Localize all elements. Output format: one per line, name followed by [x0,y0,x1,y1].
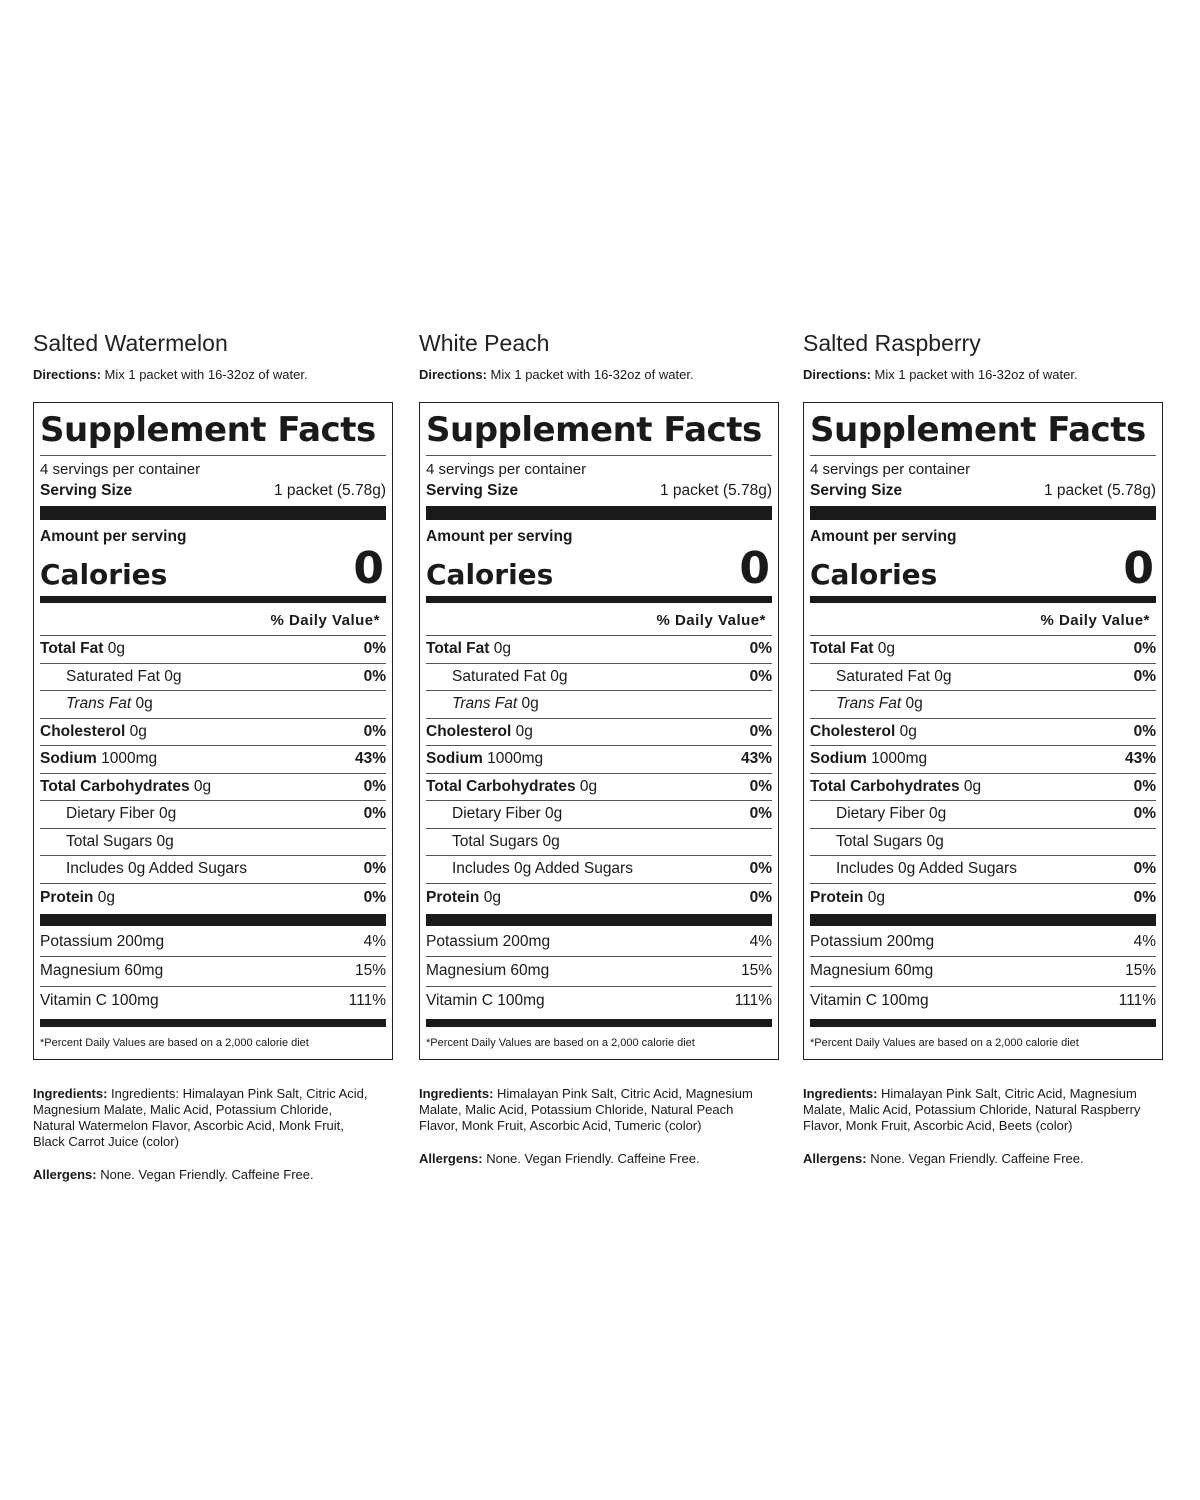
directions [803,366,1163,384]
serving-size-value: 1 packet (5.78g) [659,482,772,499]
daily-value: 0% [1133,667,1156,685]
nutrient-label: Dietary Fiber [836,805,925,823]
daily-value: 111% [734,991,772,1009]
nutrient-row [40,746,386,774]
nutrient-label: Protein [810,888,864,906]
ingredients [33,1086,373,1150]
daily-value: 111% [348,991,386,1009]
nutrient-name [810,750,927,768]
ingredients-label: Ingredients: [419,1086,494,1101]
nutrient-row [426,829,772,857]
nutrient-row [810,829,1156,857]
mineral-list [40,928,386,1016]
serving-size-label: Serving Size [810,482,903,499]
daily-value: 43% [1124,750,1156,768]
daily-value: 0% [749,888,772,906]
divider-thick [426,1019,772,1027]
nutrient-list [810,636,1156,912]
nutrient-row [40,829,386,857]
divider-thick [40,1019,386,1027]
footnote: *Percent Daily Values are based on a 2,000 calorie diet [810,1037,1079,1049]
nutrient-row [810,664,1156,692]
nutrient-row [40,801,386,829]
mineral-list [810,928,1156,1016]
nutrient-name [426,860,633,878]
nutrient-name [426,778,597,796]
product-column [33,326,393,1183]
nutrient-list [426,636,772,912]
nutrient-name [810,778,981,796]
daily-value: 43% [740,750,772,768]
calories-row [810,543,1156,594]
calories-label: Calories [810,558,938,591]
daily-value: 4% [749,932,772,950]
nutrient-row [426,884,772,912]
nutrient-amount: 0g [521,695,539,713]
serving-size-row [426,480,772,502]
calories-row [40,543,386,594]
directions-label: Directions: [803,367,871,382]
mineral-name: Vitamin C 100mg [810,991,929,1009]
panel-title: Supplement Facts [40,407,386,456]
divider-medium [810,596,1156,603]
mineral-row [810,957,1156,987]
ingredients [419,1086,759,1134]
nutrient-amount: 0g [193,777,212,795]
mineral-row [426,957,772,987]
mineral-name: Magnesium 60mg [810,962,934,980]
divider-thick [810,914,1156,926]
nutrient-row [40,691,386,719]
nutrient-label: Trans Fat [66,695,132,713]
daily-value-header: % Daily Value* [810,607,1156,636]
daily-value: 0% [749,667,772,685]
nutrient-amount: 0g [877,640,895,658]
nutrient-label: Total Sugars [452,832,539,850]
nutrient-row [426,664,772,692]
nutrient-row [40,884,386,912]
daily-value: 0% [363,860,386,878]
directions-text: Mix 1 packet with 16-32oz of water. [874,367,1078,382]
nutrient-row [810,884,1156,912]
nutrient-row [40,856,386,884]
daily-value: 0% [749,805,772,823]
mineral-row [40,928,386,958]
nutrient-label: Dietary Fiber [66,805,155,823]
nutrient-row [426,746,772,774]
allergens-text: None. Vegan Friendly. Caffeine Free. [100,1167,314,1182]
daily-value: 0% [363,640,386,658]
nutrient-amount: 0g [542,832,560,850]
divider-thick [40,506,386,520]
daily-value: 0% [1133,805,1156,823]
nutrient-label: Trans Fat [452,695,518,713]
nutrient-row [40,719,386,747]
nutrient-label: Total Carbohydrates [810,777,960,795]
daily-value-header: % Daily Value* [426,607,772,636]
product-column [419,326,779,1167]
allergens [803,1151,1163,1167]
nutrient-label: Sodium [426,750,483,768]
divider-thick [810,506,1156,520]
daily-value: 0% [1133,888,1156,906]
nutrient-label: Protein [426,888,480,906]
daily-value: 0% [363,722,386,740]
nutrient-name [426,695,539,713]
mineral-name: Magnesium 60mg [40,962,164,980]
nutrient-amount: 1000mg [487,750,544,768]
nutrient-row [810,746,1156,774]
amount-per-serving: Amount per serving [810,528,957,545]
servings-per-container: 4 servings per container [810,461,971,478]
allergens-label: Allergens: [419,1151,483,1166]
nutrient-amount: 0g [899,722,917,740]
daily-value: 0% [1133,722,1156,740]
nutrient-name [426,889,501,907]
product-name: Salted Watermelon [33,330,228,356]
calories-value: 0 [353,543,384,594]
directions [419,366,779,384]
mineral-row [426,987,772,1016]
nutrient-name [426,805,562,823]
divider-thick [426,506,772,520]
daily-value: 0% [363,888,386,906]
footnote: *Percent Daily Values are based on a 2,000 calorie diet [40,1037,309,1049]
daily-value: 0% [749,722,772,740]
mineral-name: Magnesium 60mg [426,962,550,980]
nutrient-amount: 0g [97,888,115,906]
nutrient-row [40,636,386,664]
allergens [419,1151,779,1167]
ingredients-label: Ingredients: [33,1086,108,1101]
allergens-label: Allergens: [803,1151,867,1166]
nutrient-label: Includes 0g Added Sugars [836,860,1017,878]
daily-value: 15% [1124,962,1156,980]
nutrient-row [810,636,1156,664]
divider-thick [810,1019,1156,1027]
nutrient-label: Trans Fat [836,695,902,713]
nutrient-name [810,833,944,851]
ingredients-text: Ingredients: Himalayan Pink Salt, Citric Acid, Magnesium Malate, Malic Acid, Potassium Chloride, Natural Watermelon Flavor, Ascorbic Acid, Monk Fruit, Black Carrot Juice (color) [33,1086,368,1149]
nutrient-name [40,723,147,741]
nutrient-label: Sodium [40,750,97,768]
ingredients-text: Himalayan Pink Salt, Citric Acid, Magnesium Malate, Malic Acid, Potassium Chloride, Natural Raspberry Flavor, Monk Fruit, Ascorbic Acid, Beets (color) [803,1086,1141,1133]
nutrient-name [810,860,1017,878]
mineral-name: Vitamin C 100mg [40,991,159,1009]
nutrient-amount: 0g [493,640,511,658]
nutrient-name [426,640,511,658]
nutrient-amount: 0g [483,888,501,906]
nutrient-label: Total Carbohydrates [40,777,190,795]
nutrient-amount: 1000mg [871,750,928,768]
allergens-label: Allergens: [33,1167,97,1182]
daily-value: 111% [1118,991,1156,1009]
nutrient-label: Total Carbohydrates [426,777,576,795]
daily-value: 15% [740,962,772,980]
nutrient-name [426,833,560,851]
nutrient-row [426,774,772,802]
nutrient-label: Total Fat [426,640,490,658]
divider-thick [426,914,772,926]
nutrient-label: Sodium [810,750,867,768]
nutrient-name [810,668,951,686]
calories-value: 0 [1123,543,1154,594]
directions-text: Mix 1 packet with 16-32oz of water. [490,367,694,382]
nutrient-label: Cholesterol [810,722,896,740]
nutrient-name [40,805,176,823]
panel-title: Supplement Facts [426,407,772,456]
nutrient-name [810,889,885,907]
nutrient-amount: 0g [156,832,174,850]
daily-value: 15% [354,962,386,980]
nutrient-amount: 0g [934,667,952,685]
nutrient-name [810,805,946,823]
nutrient-name [40,778,211,796]
mineral-name: Potassium 200mg [810,932,935,950]
daily-value: 4% [1133,932,1156,950]
nutrient-amount: 0g [550,667,568,685]
serving-size-label: Serving Size [40,482,133,499]
serving-size-row [810,480,1156,502]
panel-title: Supplement Facts [810,407,1156,456]
mineral-row [40,987,386,1016]
nutrient-name [810,640,895,658]
daily-value: 0% [1133,777,1156,795]
mineral-row [810,987,1156,1016]
mineral-name: Potassium 200mg [40,932,165,950]
footnote: *Percent Daily Values are based on a 2,000 calorie diet [426,1037,695,1049]
daily-value: 4% [363,932,386,950]
ingredients [803,1086,1143,1134]
calories-row [426,543,772,594]
nutrient-amount: 0g [963,777,982,795]
nutrient-label: Total Sugars [66,832,153,850]
nutrient-amount: 0g [929,805,947,823]
nutrient-row [810,801,1156,829]
product-column [803,326,1163,1167]
nutrient-amount: 0g [159,805,177,823]
calories-label: Calories [426,558,554,591]
divider-thick [40,914,386,926]
nutrient-amount: 0g [579,777,598,795]
nutrient-amount: 0g [515,722,533,740]
calories-label: Calories [40,558,168,591]
nutrient-name [40,668,181,686]
nutrient-name [426,668,567,686]
mineral-row [40,957,386,987]
divider-medium [426,596,772,603]
daily-value: 0% [749,860,772,878]
mineral-name: Vitamin C 100mg [426,991,545,1009]
nutrient-label: Total Fat [810,640,874,658]
amount-per-serving: Amount per serving [426,528,573,545]
nutrient-label: Saturated Fat [66,667,160,685]
allergens-text: None. Vegan Friendly. Caffeine Free. [486,1151,700,1166]
mineral-row [426,928,772,958]
nutrient-amount: 0g [905,695,923,713]
nutrient-row [426,856,772,884]
supplement-facts-panel [33,402,393,1060]
nutrient-name [40,640,125,658]
servings-per-container: 4 servings per container [426,461,587,478]
nutrient-label: Total Sugars [836,832,923,850]
daily-value: 0% [363,777,386,795]
nutrient-name [426,723,533,741]
nutrient-row [810,856,1156,884]
directions-text: Mix 1 packet with 16-32oz of water. [104,367,308,382]
nutrient-row [426,801,772,829]
directions [33,366,393,384]
mineral-name: Potassium 200mg [426,932,551,950]
allergens-text: None. Vegan Friendly. Caffeine Free. [870,1151,1084,1166]
calories-value: 0 [739,543,770,594]
daily-value: 0% [363,805,386,823]
serving-size-row [40,480,386,502]
amount-per-serving: Amount per serving [40,528,187,545]
nutrient-row [810,719,1156,747]
nutrient-label: Saturated Fat [836,667,930,685]
nutrient-amount: 1000mg [101,750,158,768]
nutrient-row [810,691,1156,719]
nutrient-row [40,774,386,802]
daily-value: 0% [749,640,772,658]
supplement-facts-panel [803,402,1163,1060]
nutrient-label: Includes 0g Added Sugars [66,860,247,878]
nutrient-name [40,695,153,713]
nutrient-amount: 0g [107,640,125,658]
daily-value: 0% [363,667,386,685]
serving-size-value: 1 packet (5.78g) [273,482,386,499]
nutrient-row [40,664,386,692]
nutrient-amount: 0g [135,695,153,713]
daily-value-header: % Daily Value* [40,607,386,636]
nutrient-label: Protein [40,888,94,906]
nutrient-row [426,636,772,664]
nutrient-amount: 0g [867,888,885,906]
product-name: White Peach [419,330,550,356]
nutrient-name [810,723,917,741]
nutrient-name [426,750,543,768]
directions-label: Directions: [419,367,487,382]
nutrient-name [40,833,174,851]
directions-label: Directions: [33,367,101,382]
nutrient-amount: 0g [129,722,147,740]
servings-per-container: 4 servings per container [40,461,201,478]
mineral-list [426,928,772,1016]
daily-value: 0% [1133,860,1156,878]
daily-value: 0% [749,777,772,795]
nutrient-label: Cholesterol [426,722,512,740]
ingredients-text: Himalayan Pink Salt, Citric Acid, Magnesium Malate, Malic Acid, Potassium Chloride, Natural Peach Flavor, Monk Fruit, Ascorbic Acid, Tumeric (color) [419,1086,753,1133]
product-name: Salted Raspberry [803,330,981,356]
nutrient-amount: 0g [545,805,563,823]
ingredients-label: Ingredients: [803,1086,878,1101]
daily-value: 43% [354,750,386,768]
nutrient-row [426,691,772,719]
allergens [33,1167,393,1183]
daily-value: 0% [1133,640,1156,658]
nutrient-name [40,860,247,878]
divider-medium [40,596,386,603]
mineral-row [810,928,1156,958]
nutrient-amount: 0g [926,832,944,850]
serving-size-label: Serving Size [426,482,519,499]
nutrient-label: Cholesterol [40,722,126,740]
nutrient-list [40,636,386,912]
nutrient-name [40,889,115,907]
nutrient-row [426,719,772,747]
nutrient-name [810,695,923,713]
supplement-facts-panel [419,402,779,1060]
nutrient-label: Dietary Fiber [452,805,541,823]
serving-size-value: 1 packet (5.78g) [1043,482,1156,499]
nutrient-label: Total Fat [40,640,104,658]
nutrient-amount: 0g [164,667,182,685]
nutrient-name [40,750,157,768]
nutrient-label: Saturated Fat [452,667,546,685]
nutrient-label: Includes 0g Added Sugars [452,860,633,878]
nutrient-row [810,774,1156,802]
